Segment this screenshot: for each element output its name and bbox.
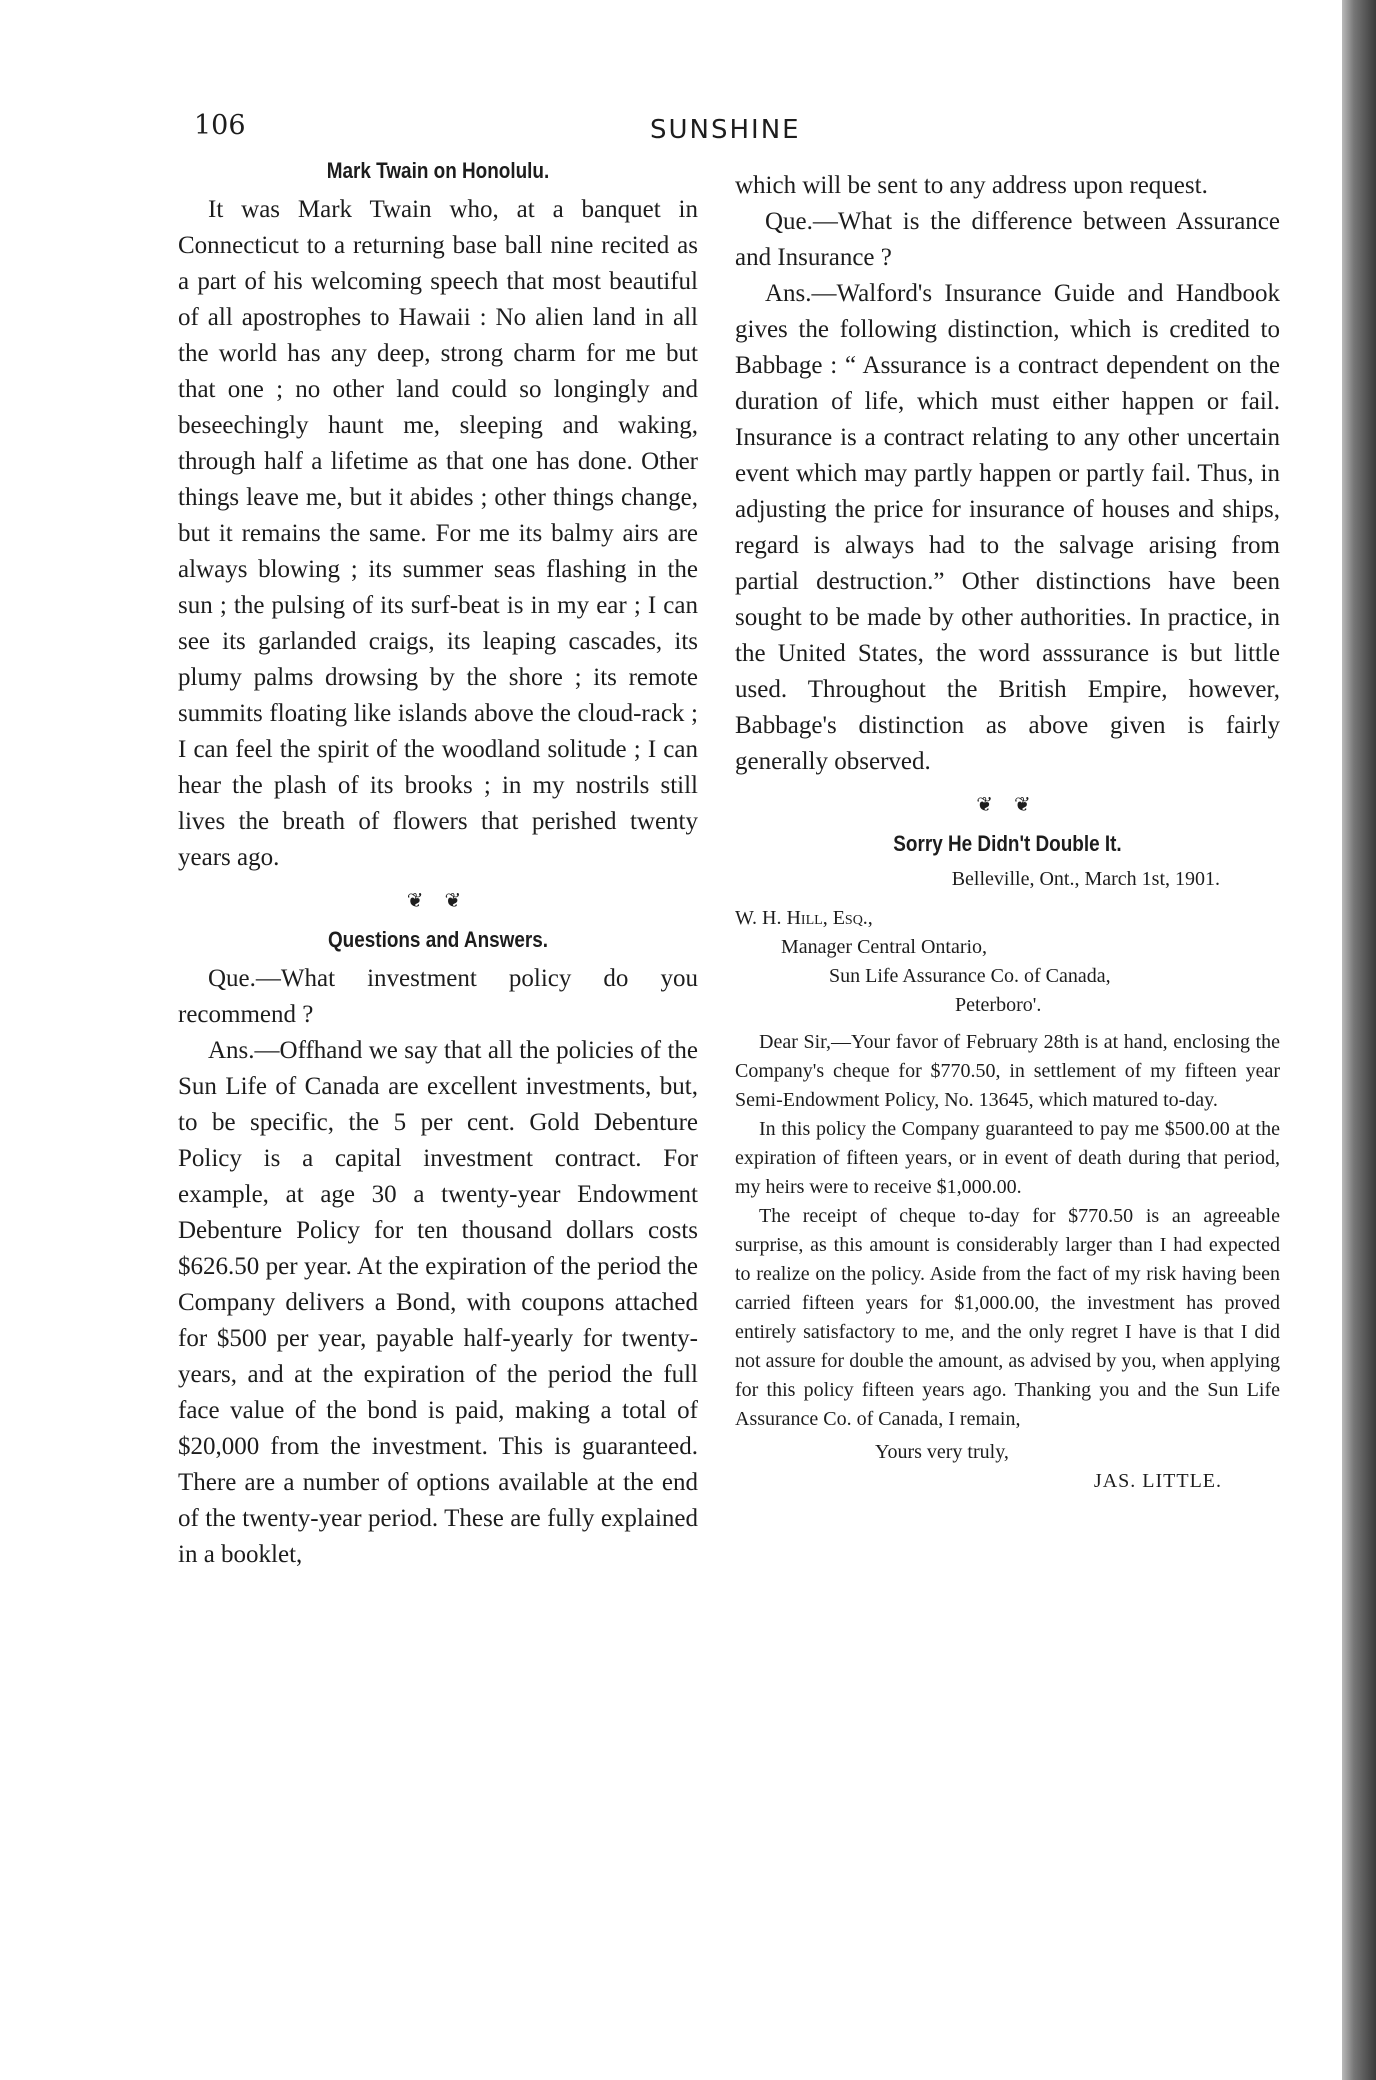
letter-paragraph-1: Dear Sir,—Your favor of February 28th is at hand, enclosing the Company's cheque for $770.50, in settlement of my fifteen year Semi-Endowment Policy, No. 13645, which matured to-day. (735, 1031, 1280, 1111)
addressee-name: W. H. Hill, Esq., (735, 907, 873, 929)
letter-closing: Yours very truly, (875, 1441, 1009, 1463)
article-title-sorry: Sorry He Didn't Double It. (893, 831, 1122, 856)
question-2: Que.—What is the difference between Assurance and Insurance ? (735, 208, 1280, 271)
answer-1-continuation: which will be sent to any address upon request. (735, 172, 1208, 199)
answer-2: Ans.—Walford's Insurance Guide and Handbook gives the following distinction, which is credited to Babbage : “ Assurance is a contract dependent on the duration of life, which must either happen or fail. Insurance is a contract relating to any other uncertain event which may partly happen or partly fail. Thus, in adjusting the price for insurance of houses and ships, regard is always had to the salvage arising from partial destruction.” Other distinctions have been sought to be made by other authorities. In practice, in the United States, the word asssurance is but little used. Throughout the British Empire, however, Babbage's distinction as above given is fairly generally observed. (735, 280, 1280, 775)
article-title-mark-twain: Mark Twain on Honolulu. (326, 158, 550, 183)
addressee-city: Peterboro'. (955, 994, 1042, 1016)
question-1: Que.—What investment policy do you recommend ? (178, 965, 698, 1028)
letter-dateline: Belleville, Ont., March 1st, 1901. (951, 868, 1220, 890)
section-ornament: ❦ ❦ (976, 794, 1039, 816)
running-title: SUNSHINE (650, 115, 801, 145)
letter (735, 865, 1280, 1496)
article-title-questions: Questions and Answers. (327, 927, 549, 952)
scan-page-edge (1342, 0, 1376, 2080)
letter-signature: JAS. LITTLE. (1093, 1470, 1222, 1492)
section-ornament: ❦ ❦ (406, 890, 470, 912)
right-column (735, 168, 1280, 1496)
letter-paragraph-3: The receipt of cheque to-day for $770.50 is an agreeable surprise, as this amount is considerably larger than I had expected to realize on the policy. Aside from the fact of my risk having been carried fifteen years for $1,000.00, the investment has proved entirely satisfactory to me, and the only regret I have is that I did not assure for double the amount, as advised by you, when applying for this policy fifteen years ago. Thanking you and the Sun Life Assurance Co. of Canada, I remain, (735, 1205, 1280, 1430)
mark-twain-paragraph: It was Mark Twain who, at a banquet in Connecticut to a returning base ball nine recited as a part of his welcoming speech that most beautiful of all apostrophes to Hawaii : No alien land in all the world has any deep, strong charm for me but that one ; no other land could so longingly and beseechingly haunt me, sleeping and waking, through half a lifetime as that one has done. Other things leave me, but it abides ; other things change, but it remains the same. For me its balmy airs are always blowing ; its summer seas flashing in the sun ; the pulsing of its surf-beat is in my ear ; I can see its garlanded craigs, its leaping cascades, its plumy palms drowsing by the shore ; its remote summits floating like islands above the cloud-rack ; I can feel the spirit of the woodland solitude ; I can hear the plash of its brooks ; in my nostrils still lives the breath of flowers that perished twenty years ago. (178, 196, 698, 871)
answer-1: Ans.—Offhand we say that all the policies of the Sun Life of Canada are excellent investments, but, to be specific, the 5 per cent. Gold Debenture Policy is a capital investment contract. For example, at age 30 a twenty-year Endowment Debenture Policy for ten thousand dollars costs $626.50 per year. At the expiration of the period the Company delivers a Bond, with coupons attached for $500 per year, payable half-yearly for twenty-years, and at the expiration of the period the full face value of the bond is paid, making a total of $20,000 from the investment. This is guaranteed. There are a number of options available at the end of the twenty-year period. These are fully explained in a booklet, (178, 1037, 698, 1568)
addressee-title: Manager Central Ontario, (781, 936, 988, 958)
page-number: 106 (194, 110, 246, 141)
left-column (178, 158, 698, 1573)
addressee-company: Sun Life Assurance Co. of Canada, (829, 965, 1111, 987)
letter-paragraph-2: In this policy the Company guaranteed to pay me $500.00 at the expiration of fifteen years, or in event of death during that period, my heirs were to receive $1,000.00. (735, 1118, 1280, 1198)
